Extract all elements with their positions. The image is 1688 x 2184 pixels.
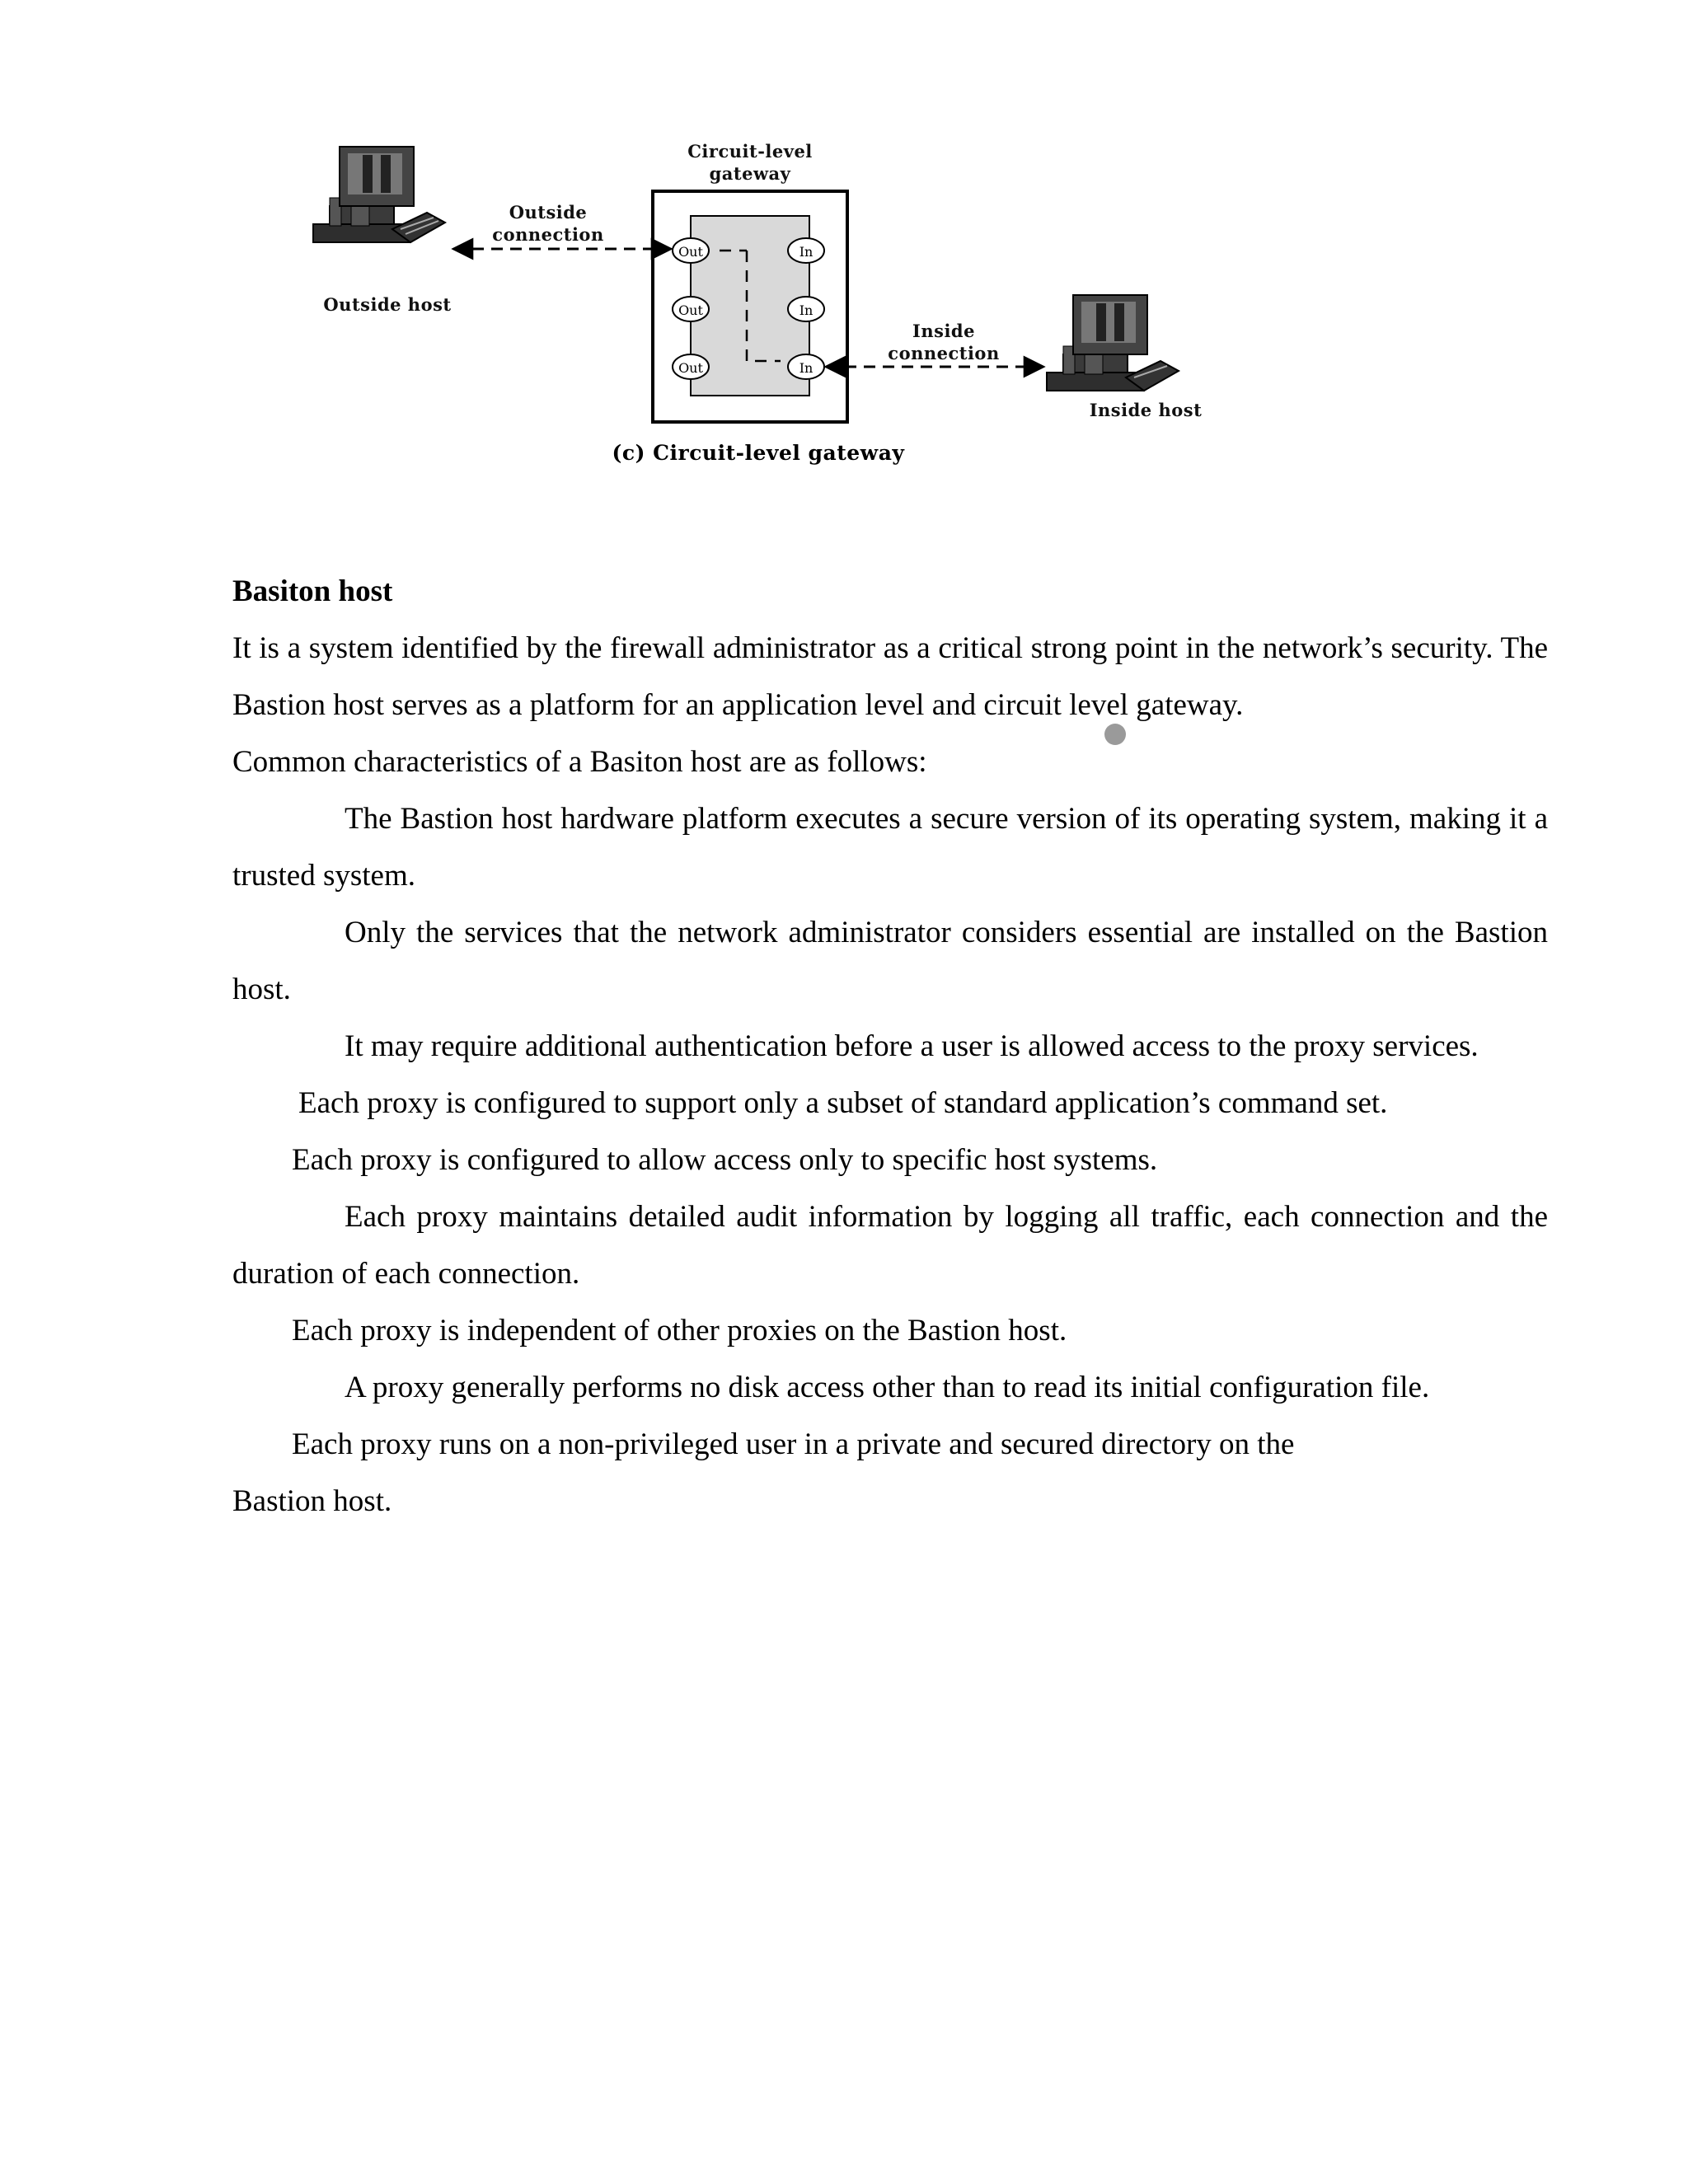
list-item: Each proxy is configured to allow access only to specific host systems.: [292, 1143, 1158, 1177]
outside-host-label: Outside host: [323, 294, 452, 315]
list-item: A proxy generally performs no disk access other than to read its initial configuration file.: [345, 1371, 1430, 1404]
list-item: Each proxy runs on a non-privileged user in a private and secured directory on the: [292, 1427, 1295, 1461]
characteristics-intro: Common characteristics of a Basiton host are as follows:: [232, 745, 927, 779]
circuit-level-gateway-figure: [280, 132, 1236, 478]
out-port: [673, 297, 709, 321]
intro-paragraph: It is a system identified by the firewall administrator as a critical strong point in the network’s security. The Bastion host serves as a platform for an application level and circuit level gateway.: [232, 631, 1548, 722]
cursor-dot: [1104, 724, 1126, 745]
inside-host-computer-icon: [1047, 295, 1179, 391]
list-item: Each proxy is independent of other proxies on the Bastion host.: [292, 1314, 1067, 1347]
gateway-title: Circuit-level gateway: [687, 141, 813, 184]
svg-text:In: In: [799, 244, 814, 260]
inside-host-label: Inside host: [1089, 400, 1203, 420]
list-item: Each proxy maintains detailed audit information by logging all traffic, each connection and the duration of each connection.: [232, 1200, 1548, 1291]
svg-text:In: In: [799, 360, 814, 376]
svg-text:Out: Out: [678, 302, 703, 318]
svg-text:In: In: [799, 302, 814, 318]
figure-caption: (c) Circuit-level gateway: [612, 441, 905, 465]
list-item: The Bastion host hardware platform executes a secure version of its operating system, making it a trusted system.: [232, 802, 1548, 893]
outside-connection-label: Outside connection: [492, 202, 604, 245]
svg-text:Out: Out: [678, 360, 703, 376]
list-item-continuation: Bastion host.: [232, 1484, 392, 1518]
document-body: [232, 563, 1548, 1530]
list-item: It may require additional authentication before a user is allowed access to the proxy services.: [345, 1029, 1479, 1063]
in-port: [788, 297, 824, 321]
in-port: [788, 354, 824, 379]
inside-connection-label: Inside connection: [888, 321, 1000, 363]
out-port: [673, 238, 709, 263]
section-heading: Basiton host: [232, 574, 393, 608]
list-item: Only the services that the network administrator considers essential are installed on the Bastion host.: [232, 916, 1548, 1006]
in-port: [788, 238, 824, 263]
list-item: Each proxy is configured to support only a subset of standard application’s command set.: [298, 1086, 1388, 1120]
outside-host-computer-icon: [313, 147, 445, 242]
out-port: [673, 354, 709, 379]
svg-text:Out: Out: [678, 244, 703, 260]
